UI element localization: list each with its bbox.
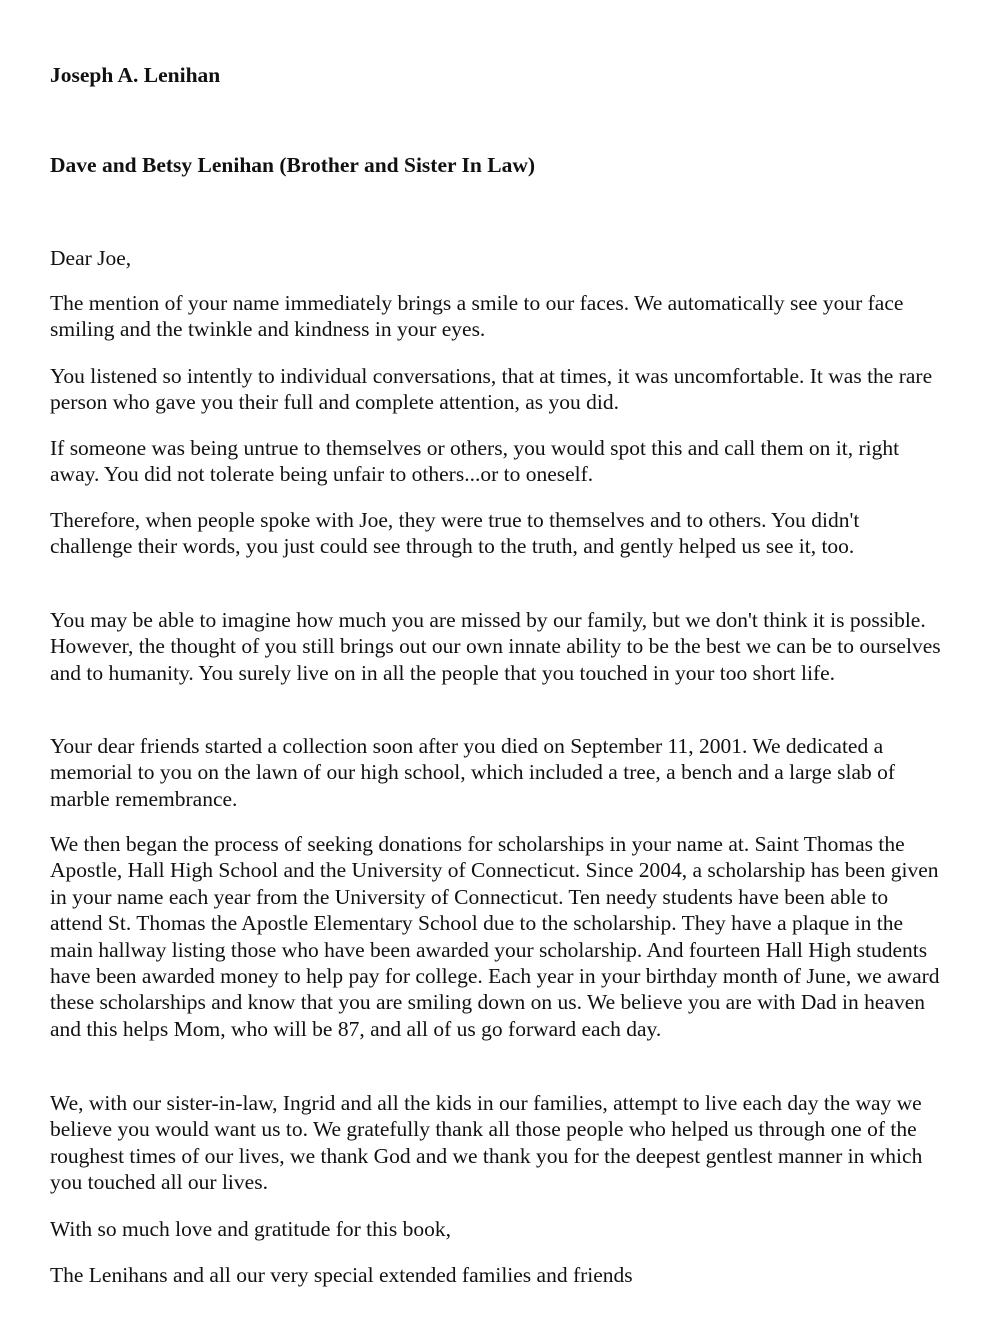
letter-paragraph: Therefore, when people spoke with Joe, they were true to themselves and to others. You didn't challenge their words, you just could see through to the truth, and gently helped us see it, too. [50, 508, 860, 559]
letter-paragraph: The mention of your name immediately brings a smile to our faces. We automatically see your face smiling and the twinkle and kindness in your eyes. [50, 291, 904, 342]
name-heading: Joseph A. Lenihan [50, 63, 221, 87]
signature-line: The Lenihans and all our very special extended families and friends [50, 1263, 633, 1287]
salutation: Dear Joe, [50, 246, 132, 270]
letter-paragraph: You may be able to imagine how much you are missed by our family, but we don't think it is possible. However, the thought of you still brings out our own innate ability to be the best we can be to ourselves and to humanity. You surely live on in all the people that you touched in your too short life. [50, 608, 941, 685]
letter-paragraph: We then began the process of seeking donations for scholarships in your name at. Saint Thomas the Apostle, Hall High School and the University of Connecticut. Since 2004, a scholarship has been given in your name each year from the University of Connecticut. Ten needy students have been able to attend St. Thomas the Apostle Elementary School due to the scholarship. They have a plaque in the main hallway listing those who have been awarded your scholarship. And fourteen Hall High students have been awarded money to help pay for college. Each year in your birthday month of June, we award these scholarships and know that you are smiling down on us. We believe you are with Dad in heaven and this helps Mom, who will be 87, and all of us go forward each day. [50, 832, 940, 1041]
letter-paragraph: We, with our sister-in-law, Ingrid and all the kids in our families, attempt to live each day the way we believe you would want us to. We gratefully thank all those people who helped us through one of the roughest times of our lives, we thank God and we thank you for the deepest gentlest manner in which you touched all our lives. [50, 1091, 923, 1195]
letter-paragraph: If someone was being untrue to themselves or others, you would spot this and call them on it, right away. You did not tolerate being unfair to others...or to oneself. [50, 436, 900, 487]
closing-line: With so much love and gratitude for this book, [50, 1217, 451, 1241]
letter-paragraph: Your dear friends started a collection soon after you died on September 11, 2001. We dedicated a memorial to you on the lawn of our high school, which included a tree, a bench and a large slab of marble remembrance. [50, 734, 896, 811]
letter-paragraph: You listened so intently to individual conversations, that at times, it was uncomfortable. It was the rare person who gave you their full and complete attention, as you did. [50, 364, 933, 415]
author-heading: Dave and Betsy Lenihan (Brother and Sister In Law) [50, 153, 536, 177]
